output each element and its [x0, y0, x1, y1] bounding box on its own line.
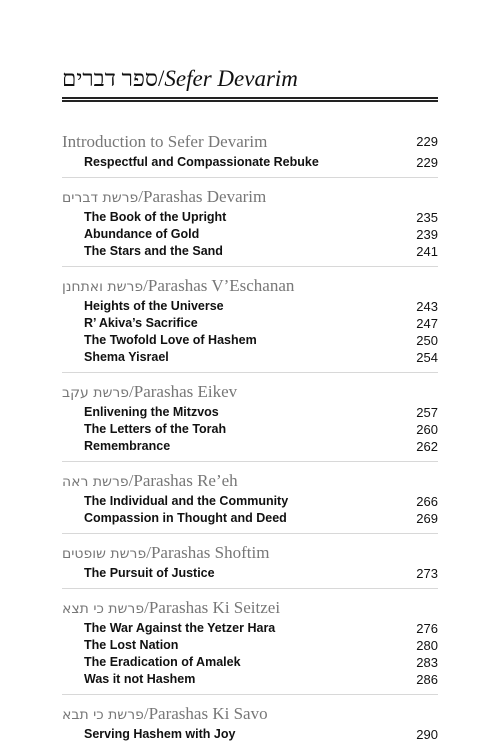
toc-section [62, 541, 438, 589]
section-page: 229 [416, 134, 438, 149]
section-heading-text [62, 596, 280, 620]
section-separator: / [146, 543, 151, 562]
section-heading[interactable] [62, 596, 438, 620]
toc-entry[interactable] [62, 209, 438, 226]
section-hebrew: פרשת כי תבא [62, 707, 144, 723]
entry-title: The Eradication of Amalek [84, 655, 241, 669]
page-title [62, 66, 298, 92]
section-heading-text [62, 541, 269, 565]
section-heading[interactable] [62, 702, 438, 726]
toc-entry[interactable] [62, 404, 438, 421]
entry-title: The Individual and the Community [84, 494, 289, 508]
toc-entry[interactable] [62, 671, 438, 688]
section-hebrew: פרשת עקב [62, 385, 130, 401]
toc-entry[interactable] [62, 226, 438, 243]
toc-entry[interactable] [62, 620, 438, 637]
toc-entry[interactable] [62, 493, 438, 510]
section-hebrew: פרשת דברים [62, 190, 139, 206]
section-name: Parashas Ki Savo [148, 704, 268, 723]
entry-page: 276 [416, 621, 438, 636]
entry-page: 269 [416, 511, 438, 526]
toc-entry[interactable] [62, 726, 438, 743]
entry-page: 273 [416, 566, 438, 581]
section-name: Parashas Re’eh [133, 471, 238, 490]
toc-entry[interactable] [62, 298, 438, 315]
title-hebrew: ספר דברים [62, 66, 159, 91]
toc-entry[interactable] [62, 510, 438, 527]
entry-title: Was it not Hashem [84, 672, 196, 686]
entry-page: 266 [416, 494, 438, 509]
toc-entry[interactable] [62, 565, 438, 582]
toc-entry[interactable] [62, 637, 438, 654]
entry-title: R’ Akiva’s Sacrifice [84, 316, 198, 330]
section-name: Parashas V’Eschanan [147, 276, 295, 295]
entry-title: The Book of the Upright [84, 210, 227, 224]
entry-page: 286 [416, 672, 438, 687]
entry-title: Heights of the Universe [84, 299, 224, 313]
table-of-contents [62, 130, 438, 756]
toc-section [62, 596, 438, 695]
entry-page: 280 [416, 638, 438, 653]
entry-title: Abundance of Gold [84, 227, 200, 241]
section-heading[interactable] [62, 469, 438, 493]
section-hebrew: פרשת ואתחנן [62, 279, 144, 295]
section-heading[interactable] [62, 185, 438, 209]
section-separator: / [143, 704, 149, 723]
entry-title: The Twofold Love of Hashem [84, 333, 257, 347]
entry-page: 262 [416, 439, 438, 454]
section-separator: / [143, 276, 148, 295]
toc-section [62, 469, 438, 534]
entry-title: Respectful and Compassionate Rebuke [84, 155, 319, 169]
toc-entry[interactable] [62, 315, 438, 332]
toc-section [62, 702, 438, 749]
section-heading[interactable] [62, 274, 438, 298]
entry-page: 250 [416, 333, 438, 348]
entry-page: 260 [416, 422, 438, 437]
entry-page: 229 [416, 155, 438, 170]
section-heading[interactable] [62, 380, 438, 404]
toc-entry[interactable] [62, 654, 438, 671]
section-hebrew: פרשת כי תצא [62, 601, 145, 617]
section-heading-text [62, 185, 266, 209]
section-name: Parashas Eikev [133, 382, 238, 401]
section-name: Parashas Ki Seitzei [148, 598, 281, 617]
toc-entry[interactable] [62, 332, 438, 349]
section-heading-text [62, 274, 294, 298]
toc-entry[interactable] [62, 438, 438, 455]
entry-page: 235 [416, 210, 438, 225]
entry-title: The Pursuit of Justice [84, 566, 215, 580]
toc-section [62, 274, 438, 373]
section-heading-text [62, 702, 268, 726]
entry-page: 243 [416, 299, 438, 314]
section-name: Parashas Shoftim [150, 543, 270, 562]
entry-title: The Stars and the Sand [84, 244, 223, 258]
section-separator: / [138, 187, 144, 206]
entry-page: 241 [416, 244, 438, 259]
entry-title: Compassion in Thought and Deed [84, 511, 287, 525]
entry-title: Enlivening the Mitzvos [84, 405, 219, 419]
section-hebrew: פרשת ראה [62, 474, 129, 490]
entry-title: Remembrance [84, 439, 171, 453]
section-separator: / [129, 382, 134, 401]
toc-entry[interactable] [62, 154, 438, 171]
section-heading-text [62, 380, 237, 404]
title-latin: Sefer Devarim [164, 66, 298, 91]
section-heading[interactable] [62, 541, 438, 565]
section-separator: / [128, 471, 134, 490]
section-name: Introduction to Sefer Devarim [62, 132, 268, 151]
entry-page: 247 [416, 316, 438, 331]
entry-page: 239 [416, 227, 438, 242]
entry-page: 257 [416, 405, 438, 420]
title-separator: / [158, 66, 165, 91]
toc-entry[interactable] [62, 243, 438, 260]
section-heading[interactable] [62, 130, 438, 154]
section-separator: / [144, 598, 149, 617]
entry-title: The War Against the Yetzer Hara [84, 621, 276, 635]
entry-title: Serving Hashem with Joy [84, 727, 236, 741]
section-heading-text [62, 130, 267, 154]
toc-entry[interactable] [62, 349, 438, 366]
section-name: Parashas Devarim [143, 187, 267, 206]
toc-section [62, 380, 438, 462]
entry-title: The Letters of the Torah [84, 422, 227, 436]
toc-section [62, 185, 438, 267]
entry-page: 290 [416, 727, 438, 742]
title-rule [62, 97, 438, 102]
entry-title: Shema Yisrael [84, 350, 169, 364]
section-heading-text [62, 469, 238, 493]
section-hebrew: פרשת שופטים [62, 546, 147, 562]
entry-title: The Lost Nation [84, 638, 179, 652]
entry-page: 254 [416, 350, 438, 365]
toc-section [62, 130, 438, 178]
entry-page: 283 [416, 655, 438, 670]
toc-entry[interactable] [62, 421, 438, 438]
